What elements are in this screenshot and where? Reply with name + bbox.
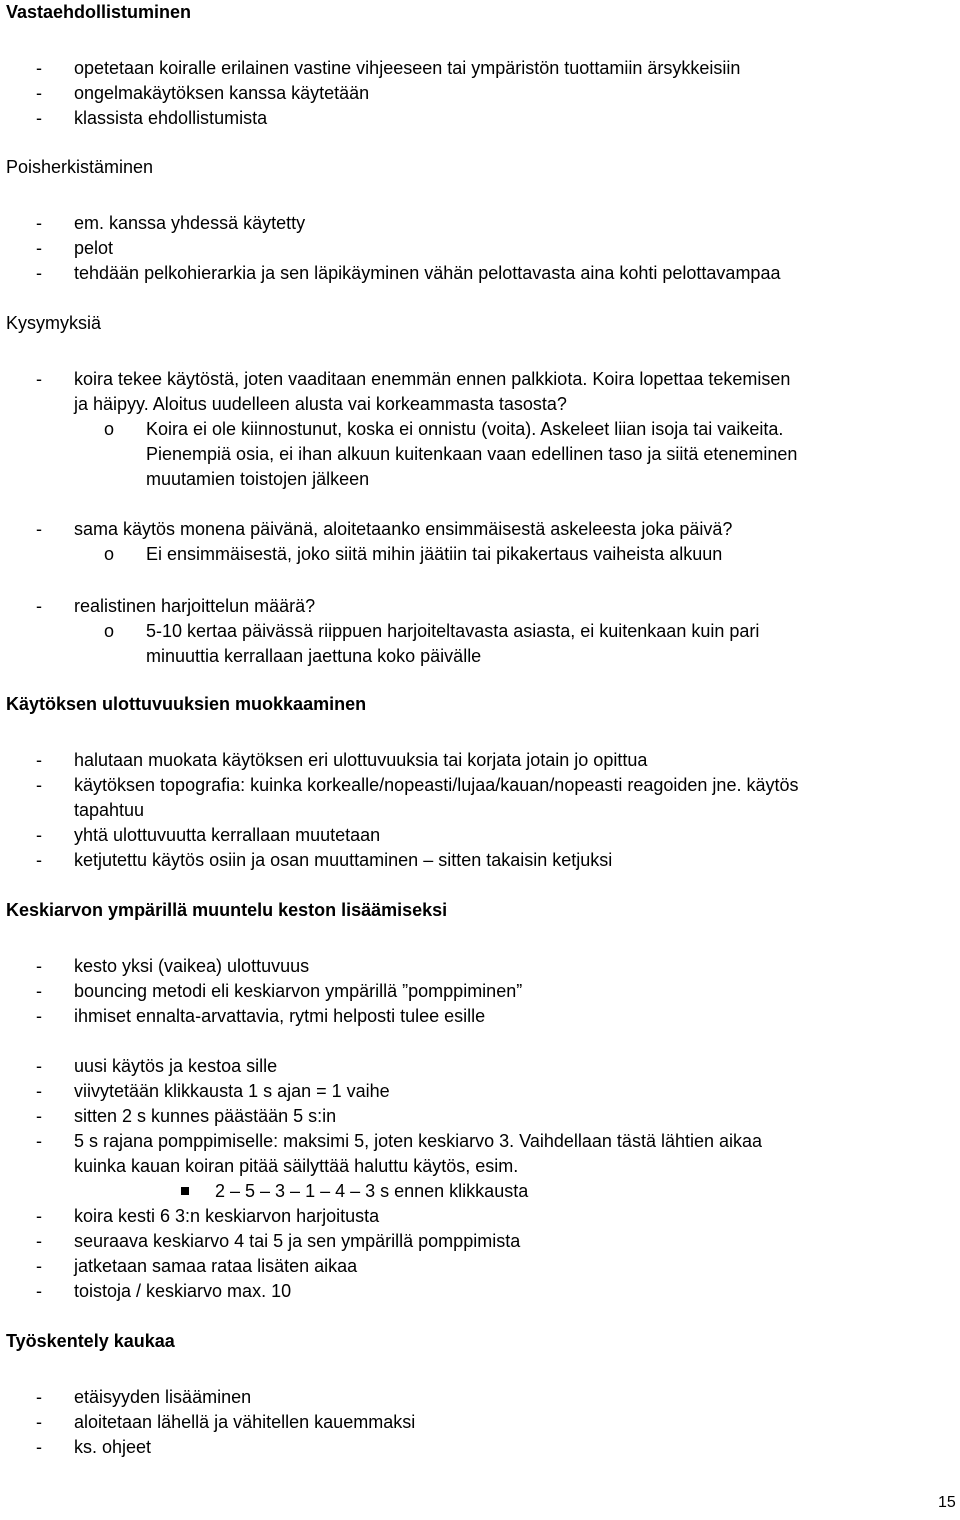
dash-bullet: -: [36, 1056, 42, 1076]
dash-bullet: -: [36, 775, 42, 795]
dash-bullet: -: [36, 1387, 42, 1407]
list-item: ketjutettu käytös osiin ja osan muuttaminen – sitten takaisin ketjuksi: [74, 850, 613, 870]
dash-bullet: -: [36, 956, 42, 976]
dash-bullet: -: [36, 1106, 42, 1126]
section-title-poisherkistaminen: Poisherkistäminen: [6, 157, 154, 177]
answer-line: Pienempiä osia, ei ihan alkuun kuitenkaan vaan edellinen taso ja siitä eteneminen: [146, 444, 798, 464]
list-item: sitten 2 s kunnes päästään 5 s:in: [74, 1106, 337, 1126]
section-title-keskiarvo: Keskiarvon ympärillä muuntelu keston lisäämiseksi: [6, 900, 448, 920]
dash-bullet: -: [36, 1281, 42, 1301]
list-item: uusi käytös ja kestoa sille: [74, 1056, 278, 1076]
dash-bullet: -: [36, 1437, 42, 1457]
list-item: ongelmakäytöksen kanssa käytetään: [74, 83, 370, 103]
answer-line: Ei ensimmäisestä, joko siitä mihin jäätiin tai pikakertaus vaiheista alkuun: [146, 544, 723, 564]
list-item: viivytetään klikkausta 1 s ajan = 1 vaihe: [74, 1081, 390, 1101]
square-list-item: 2 – 5 – 3 – 1 – 4 – 3 s ennen klikkausta: [215, 1181, 529, 1201]
list-item: yhtä ulottuvuutta kerrallaan muutetaan: [74, 825, 381, 845]
section-title-ulottuvuudet: Käytöksen ulottuvuuksien muokkaaminen: [6, 694, 367, 714]
list-item: 5 s rajana pomppimiselle: maksimi 5, joten keskiarvo 3. Vaihdellaan tästä lähtien aikaa: [74, 1131, 763, 1151]
list-item: aloitetaan lähellä ja vähitellen kauemmaksi: [74, 1412, 416, 1432]
dash-bullet: -: [36, 750, 42, 770]
square-bullet-icon: [181, 1187, 189, 1195]
section-title-kaukaa: Työskentely kaukaa: [6, 1331, 175, 1351]
dash-bullet: -: [36, 850, 42, 870]
circle-bullet: o: [104, 621, 115, 641]
answer-line: muutamien toistojen jälkeen: [146, 469, 370, 489]
dash-bullet: -: [36, 83, 42, 103]
list-item: tehdään pelkohierarkia ja sen läpikäyminen vähän pelottavasta aina kohti pelottavampaa: [74, 263, 781, 283]
list-item: seuraava keskiarvo 4 tai 5 ja sen ympärillä pomppimista: [74, 1231, 521, 1251]
list-item: ks. ohjeet: [74, 1437, 152, 1457]
dash-bullet: -: [36, 369, 42, 389]
list-item: bouncing metodi eli keskiarvon ympärillä ”pomppiminen”: [74, 981, 523, 1001]
section-title-vastaehdollistuminen: Vastaehdollistuminen: [6, 2, 192, 22]
page-number: 15: [938, 1494, 956, 1511]
list-item: koira kesti 6 3:n keskiarvon harjoitusta: [74, 1206, 380, 1226]
answer-line: Koira ei ole kiinnostunut, koska ei onnistu (voita). Askeleet liian isoja tai vaikeita.: [146, 419, 784, 439]
dash-bullet: -: [36, 213, 42, 233]
question-line: realistinen harjoittelun määrä?: [74, 596, 316, 616]
dash-bullet: -: [36, 58, 42, 78]
list-item: jatketaan samaa rataa lisäten aikaa: [74, 1256, 358, 1276]
dash-bullet: -: [36, 1412, 42, 1432]
question-line: sama käytös monena päivänä, aloitetaanko ensimmäisestä askeleesta joka päivä?: [74, 519, 733, 539]
circle-bullet: o: [104, 544, 115, 564]
dash-bullet: -: [36, 1131, 42, 1151]
list-item: kesto yksi (vaikea) ulottuvuus: [74, 956, 310, 976]
list-item: halutaan muokata käytöksen eri ulottuvuuksia tai korjata jotain jo opittua: [74, 750, 648, 770]
question-line: ja häipyy. Aloitus uudelleen alusta vai korkeammasta tasosta?: [74, 394, 567, 414]
list-item: pelot: [74, 238, 114, 258]
list-item: etäisyyden lisääminen: [74, 1387, 252, 1407]
dash-bullet: -: [36, 1206, 42, 1226]
list-item: klassista ehdollistumista: [74, 108, 268, 128]
list-item-continuation: kuinka kauan koiran pitää säilyttää haluttu käytös, esim.: [74, 1156, 519, 1176]
dash-bullet: -: [36, 981, 42, 1001]
section-title-kysymyksia: Kysymyksiä: [6, 313, 102, 333]
dash-bullet: -: [36, 238, 42, 258]
dash-bullet: -: [36, 596, 42, 616]
list-item: ihmiset ennalta-arvattavia, rytmi helposti tulee esille: [74, 1006, 486, 1026]
question-line: koira tekee käytöstä, joten vaaditaan enemmän ennen palkkiota. Koira lopettaa tekemisen: [74, 369, 791, 389]
list-item: toistoja / keskiarvo max. 10: [74, 1281, 292, 1301]
circle-bullet: o: [104, 419, 115, 439]
list-item: käytöksen topografia: kuinka korkealle/nopeasti/lujaa/kauan/nopeasti reagoiden jne. käytös: [74, 775, 799, 795]
dash-bullet: -: [36, 1081, 42, 1101]
list-item: opetetaan koiralle erilainen vastine vihjeeseen tai ympäristön tuottamiin ärsykkeisiin: [74, 58, 741, 78]
dash-bullet: -: [36, 1006, 42, 1026]
dash-bullet: -: [36, 825, 42, 845]
dash-bullet: -: [36, 108, 42, 128]
answer-line: 5-10 kertaa päivässä riippuen harjoiteltavasta asiasta, ei kuitenkaan kuin pari: [146, 621, 760, 641]
answer-line: minuuttia kerrallaan jaettuna koko päivälle: [146, 646, 482, 666]
dash-bullet: -: [36, 519, 42, 539]
dash-bullet: -: [36, 1256, 42, 1276]
dash-bullet: -: [36, 1231, 42, 1251]
dash-bullet: -: [36, 263, 42, 283]
list-item: em. kanssa yhdessä käytetty: [74, 213, 306, 233]
list-item-continuation: tapahtuu: [74, 800, 145, 820]
